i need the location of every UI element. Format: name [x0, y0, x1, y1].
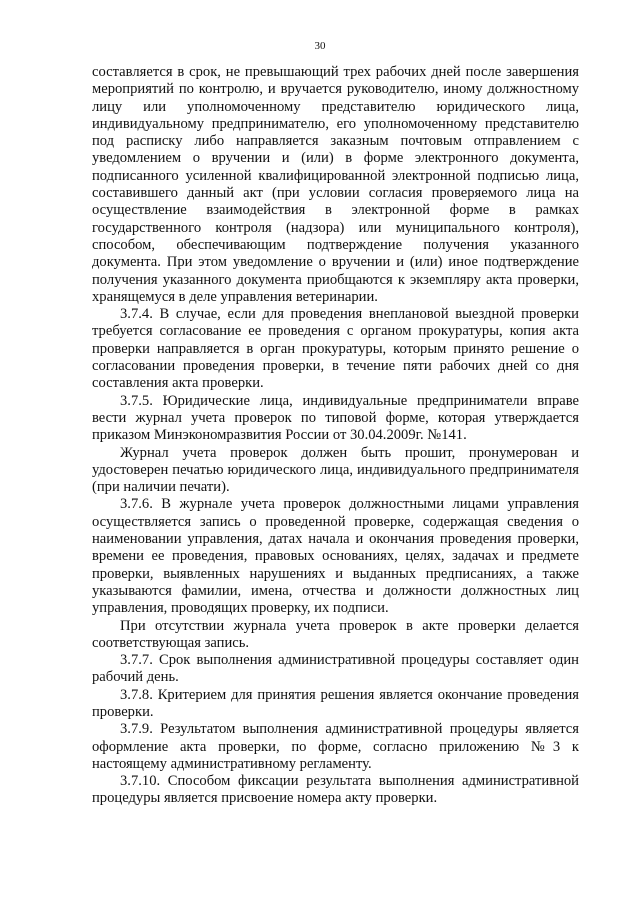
paragraph-continuation: составляется в срок, не превышающий трех рабочих дней после завершения мероприятий по контролю, и вручается руководителю, иному должностному лицу или уполномоченному представителю юридического лица, индивидуальному предпринимателю, его уполномоченному представителю под расписку либо направляется заказным почтовым отправлением с уведомлением о вручении и (или) в форме электронного документа, подписанного усиленной квалифицированной электронной подписью лица, составившего данный акт (при условии согласия проверяемого лица на осуществление взаимодействия в электронной форме в рамках государственного контроля (надзора) или муниципального контроля), способом, обеспечивающим подтверждение получения указанного документа. При этом уведомление о вручении и (или) иное подтверждение получения указанного документа приобщаются к экземпляру акта проверки, хранящемуся в деле управления ветеринарии. — [92, 64, 579, 305]
paragraph-3-7-10: 3.7.10. Способом фиксации результата выполнения административной процедуры является присвоение номера акту проверки. — [92, 773, 579, 807]
paragraph-3-7-9: 3.7.9. Результатом выполнения административной процедуры является оформление акта проверки, по форме, согласно приложению №3 к настоящему административному регламенту. — [92, 721, 579, 772]
paragraph-3-7-4: 3.7.4. В случае, если для проведения внеплановой выездной проверки требуется согласование ее проведения с органом прокуратуры, копия акта проверки направляется в орган прокуратуры, которым принято решение о согласовании проведения проверки, в течение пяти рабочих дней со дня составления акта проверки. — [92, 306, 579, 392]
paragraph-journal-binding: Журнал учета проверок должен быть прошит, пронумерован и удостоверен печатью юридического лица, индивидуального предпринимателя (при наличии печати). — [92, 444, 579, 496]
paragraph-3-7-8: 3.7.8. Критерием для принятия решения является окончание проведения проверки. — [92, 686, 579, 720]
page-number: 30 — [314, 40, 326, 52]
paragraph-no-journal: При отсутствии журнала учета проверок в акте проверки делается соответствующая запись. — [92, 617, 579, 651]
document-body — [92, 64, 579, 808]
paragraph-3-7-5: 3.7.5. Юридические лица, индивидуальные предприниматели вправе вести журнал учета проверок по типовой форме, которая утверждается приказом Минэкономразвития России от 30.04.2009г. №141. — [92, 392, 579, 444]
paragraph-3-7-6: 3.7.6. В журнале учета проверок должностными лицами управления осуществляется запись о проведенной проверке, содержащая сведения о наименовании управления, датах начала и окончания проведения проверки, времени ее проведения, правовых основаниях, целях, задачах и предмете проверки, выявленных нарушениях и выданных предписаниях, а также указываются фамилии, имена, отчества и должности должностных лиц управления, проводящих проверку, их подписи. — [92, 496, 579, 617]
paragraph-3-7-7: 3.7.7. Срок выполнения административной процедуры составляет один рабочий день. — [92, 652, 579, 686]
